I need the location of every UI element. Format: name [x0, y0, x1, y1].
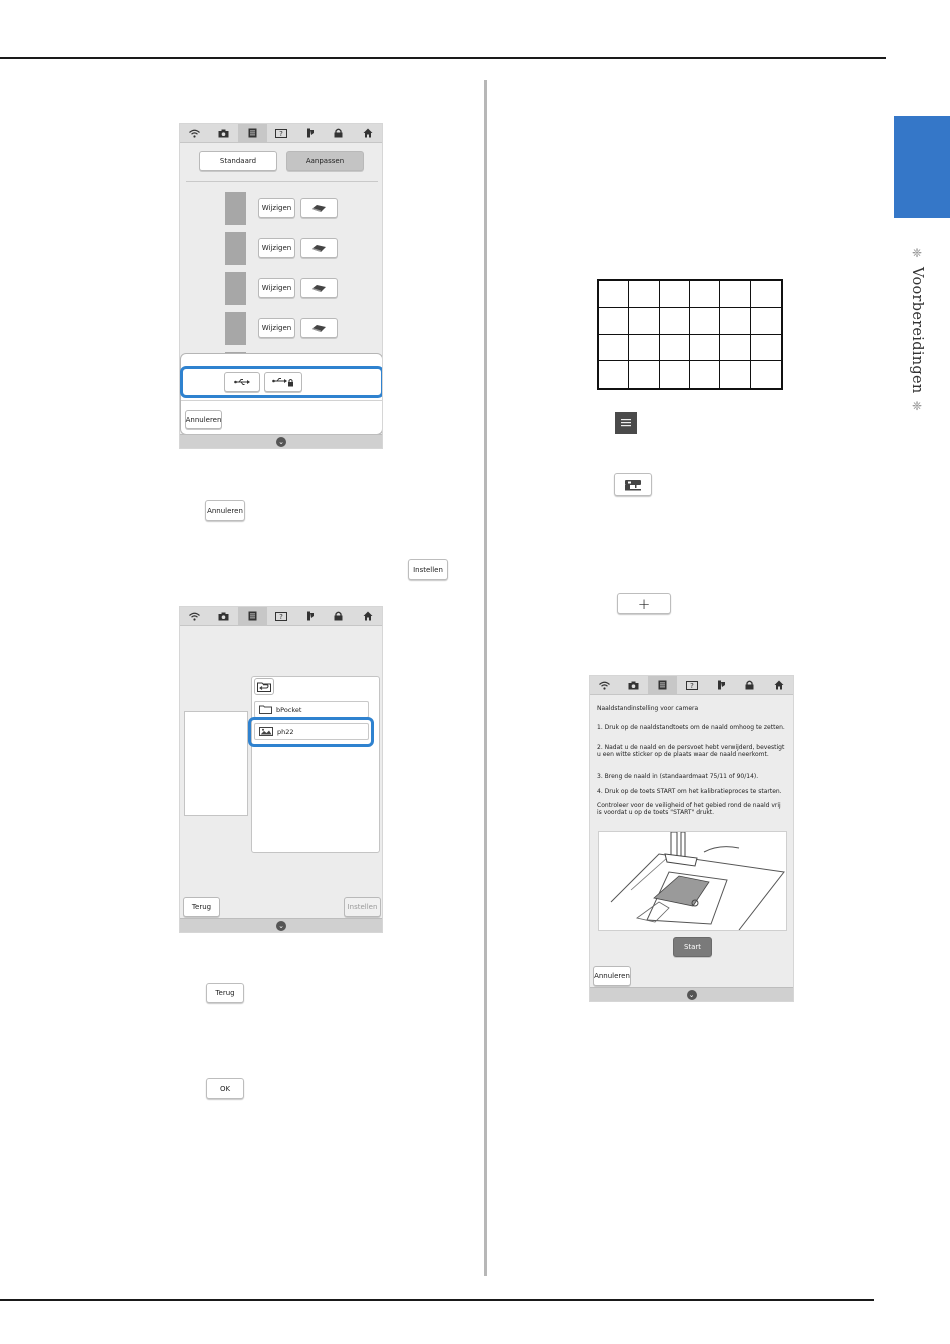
wifi-icon[interactable] [180, 124, 209, 142]
needle-icon[interactable] [295, 124, 324, 142]
cancel-button[interactable]: Annuleren [185, 410, 222, 429]
preview-pane [184, 711, 248, 816]
change-button[interactable]: Wijzigen [258, 198, 295, 218]
change-button[interactable]: Wijzigen [258, 318, 295, 338]
home-icon[interactable] [353, 607, 382, 625]
ornament-icon: ❈ [910, 246, 924, 261]
folder-icon [259, 705, 272, 714]
chapter-tab [894, 116, 950, 218]
help-icon[interactable] [267, 124, 296, 142]
screen-file-browser [179, 606, 383, 933]
image-slot [225, 192, 246, 225]
bottom-bar [180, 434, 382, 448]
eraser-icon [311, 284, 327, 293]
eraser-icon [311, 204, 327, 213]
document-icon[interactable] [238, 124, 267, 142]
sewing-machine-icon [624, 479, 642, 491]
image-slot [225, 232, 246, 265]
settings-document-icon [615, 412, 637, 434]
back-button[interactable]: Terug [206, 983, 244, 1003]
instruction-step-1: 1. Druk op de naaldstandtoets om de naald omhoog te zetten. [597, 724, 785, 731]
needle-illustration [598, 831, 787, 931]
file-name: ph22 [277, 727, 294, 736]
needle-icon[interactable] [295, 607, 324, 625]
wifi-icon[interactable] [590, 676, 619, 694]
instruction-step-2: 2. Nadat u de naald en de persvoet hebt verwijderd, bevestigt u een witte sticker op de plaats waar de naald neerkomt. [597, 744, 785, 758]
set-button[interactable]: Instellen [408, 559, 448, 580]
eraser-button[interactable] [300, 238, 338, 258]
top-rule [0, 57, 886, 59]
camera-icon[interactable] [619, 676, 648, 694]
home-icon[interactable] [353, 124, 382, 142]
plus-button[interactable]: + [617, 593, 671, 614]
screen-settings [179, 123, 383, 449]
folder-name: bPocket [276, 705, 302, 714]
ok-button[interactable]: OK [206, 1078, 244, 1099]
svg-text:?: ? [279, 612, 283, 621]
calibration-grid [597, 279, 783, 390]
folder-up-icon [257, 681, 271, 692]
back-button[interactable]: Terug [183, 897, 220, 917]
toolbar [180, 124, 382, 143]
svg-text:?: ? [279, 129, 283, 138]
needle-icon[interactable] [706, 676, 735, 694]
cancel-button[interactable]: Annuleren [593, 966, 631, 986]
document-icon[interactable] [238, 607, 267, 625]
change-button[interactable]: Wijzigen [258, 278, 295, 298]
instruction-step-4: 4. Druk op de toets START om het kalibratieproces te starten. [597, 788, 782, 795]
toolbar [180, 607, 382, 626]
chevron-down-icon[interactable]: ⌄ [276, 437, 286, 447]
svg-text:?: ? [689, 681, 694, 690]
chapter-label [897, 240, 937, 420]
eraser-button[interactable] [300, 318, 338, 338]
lock-icon[interactable] [735, 676, 764, 694]
machine-settings-button[interactable] [614, 473, 652, 496]
bottom-bar [590, 987, 793, 1001]
usb-highlight [180, 366, 383, 398]
chevron-down-icon[interactable]: ⌄ [276, 921, 286, 931]
set-button[interactable]: Instellen [344, 897, 381, 917]
help-icon[interactable] [677, 676, 706, 694]
start-button[interactable]: Start [673, 937, 712, 957]
lock-icon[interactable] [324, 124, 353, 142]
parent-folder-button[interactable] [254, 678, 274, 695]
screen-needle-calibration [589, 675, 794, 1002]
image-slot [225, 272, 246, 305]
bottom-bar [180, 918, 382, 932]
help-icon[interactable] [267, 607, 296, 625]
file-highlight [248, 717, 374, 747]
tab-custom[interactable]: Aanpassen [286, 151, 364, 171]
ornament-icon: ❈ [910, 399, 924, 414]
eraser-button[interactable] [300, 278, 338, 298]
eraser-button[interactable] [300, 198, 338, 218]
chapter-title: Voorbereidingen [909, 266, 925, 394]
folder-row[interactable] [254, 701, 369, 718]
chevron-down-icon[interactable]: ⌄ [687, 990, 697, 1000]
instruction-step-3: 3. Breng de naald in (standaardmaat 75/11 of 90/14). [597, 773, 759, 780]
home-icon[interactable] [764, 676, 793, 694]
calibration-title: Naaldstandinstelling voor camera [597, 705, 699, 712]
popup-separator [181, 400, 382, 401]
eraser-icon [311, 244, 327, 253]
cancel-button[interactable]: Annuleren [205, 500, 245, 521]
eraser-icon [311, 324, 327, 333]
camera-icon[interactable] [209, 124, 238, 142]
safety-note: Controleer voor de veiligheid of het gebied rond de naald vrij is voordat u op de toets "START" drukt. [597, 802, 781, 816]
change-button[interactable]: Wijzigen [258, 238, 295, 258]
document-icon[interactable] [648, 676, 677, 694]
wifi-icon[interactable] [180, 607, 209, 625]
column-divider [484, 80, 487, 1276]
tab-standard[interactable]: Standaard [199, 151, 277, 171]
toolbar [590, 676, 793, 695]
bottom-rule [0, 1299, 874, 1301]
image-slot [225, 312, 246, 345]
lock-icon[interactable] [324, 607, 353, 625]
separator [186, 181, 378, 182]
camera-icon[interactable] [209, 607, 238, 625]
